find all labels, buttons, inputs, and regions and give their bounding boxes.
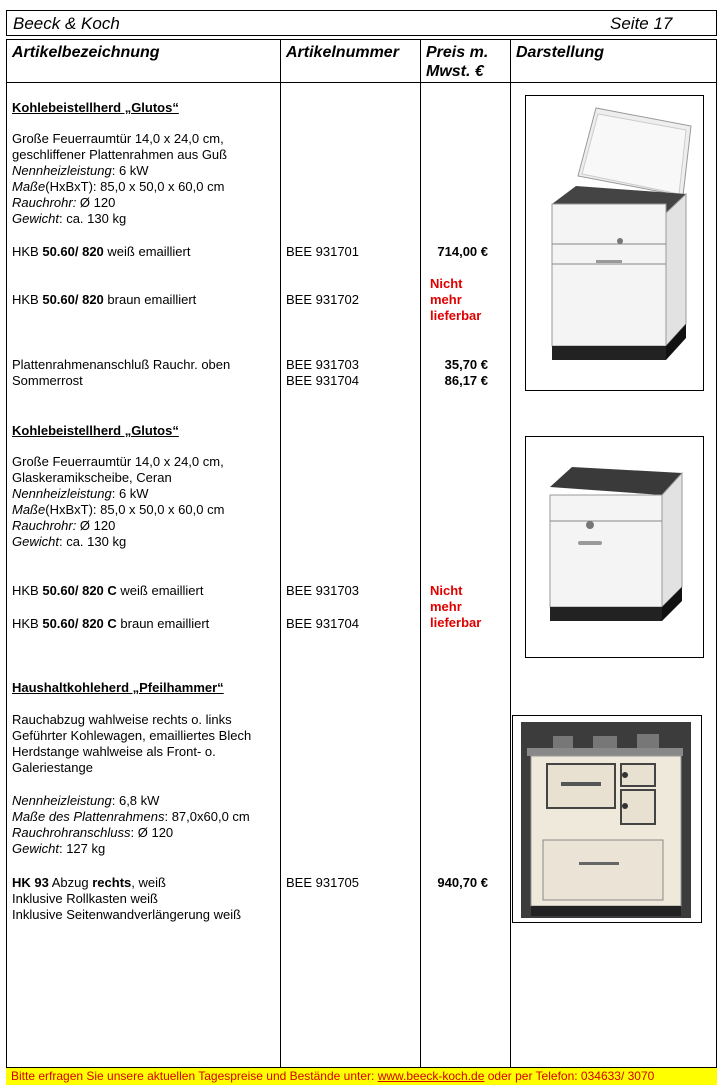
- item-number: BEE 931701: [286, 244, 360, 259]
- item-text: HKB: [12, 244, 43, 259]
- spec-frame: [12, 809, 250, 825]
- page-header: [6, 10, 717, 36]
- not-available-label: [430, 276, 481, 324]
- col-header-price-line1: Preis m.: [426, 44, 489, 61]
- spec-power: [12, 793, 159, 809]
- not-available-line: lieferbar: [430, 615, 482, 630]
- column-divider: [280, 40, 281, 1067]
- not-available-line: mehr: [430, 292, 462, 307]
- footer-notice: [6, 1068, 717, 1085]
- spec-label: Gewicht: [12, 211, 59, 226]
- spec-label: Nennheizleistung: [12, 163, 112, 178]
- item-model: 50.60/ 820: [42, 292, 104, 307]
- col-header-number: Artikelnummer: [286, 44, 399, 61]
- spec-size: [12, 179, 224, 195]
- spec-power: [12, 163, 149, 179]
- item-text: HKB: [12, 292, 43, 307]
- item-text: HKB: [12, 583, 43, 598]
- item-text: HKB: [12, 616, 43, 631]
- col-header-price: [426, 43, 488, 81]
- spec-label: Maße: [12, 502, 46, 517]
- spec-size: [12, 502, 224, 518]
- item-option: rechts: [92, 875, 132, 890]
- stove-image-glutos-1: [525, 95, 704, 391]
- item-text: braun emailliert: [116, 616, 210, 631]
- col-header-name: Artikelbezeichnung: [12, 44, 160, 61]
- accessory-name: Sommerrost: [12, 373, 83, 388]
- item-name: [12, 583, 203, 599]
- item-name: [12, 244, 190, 260]
- section-title-glutos-1: Kohlebeistellherd „Glutos“: [12, 100, 179, 115]
- spec-value: : ca. 130 kg: [58, 534, 127, 549]
- column-divider: [420, 40, 421, 1067]
- item-name: [12, 292, 196, 308]
- spec-value: (HxBxT): 85,0 x 50,0 x 60,0 cm: [45, 179, 225, 194]
- spec-value: : 6 kW: [111, 163, 149, 178]
- accessory-price: 86,17 €: [444, 373, 488, 388]
- spec-weight: [12, 534, 126, 550]
- spec-value: : 6,8 kW: [111, 793, 160, 808]
- item-text: weiß emailliert: [116, 583, 204, 598]
- item-model: 50.60/ 820: [42, 244, 104, 259]
- accessory-number: BEE 931703: [286, 357, 360, 372]
- spec-pipe: [12, 195, 115, 211]
- section-title-pfeilhammer: Haushaltkohleherd „Pfeilhammer“: [12, 680, 224, 695]
- stove-image-pfeilhammer: [512, 715, 702, 923]
- spec-value: Ø 120: [76, 195, 116, 210]
- accessory-number: BEE 931704: [286, 373, 360, 388]
- section-title-glutos-2: Kohlebeistellherd „Glutos“: [12, 423, 179, 438]
- item-includes: Inklusive Seitenwandverlängerung weiß: [12, 907, 242, 922]
- company-name: Beeck & Koch: [13, 14, 120, 33]
- accessory-name: Plattenrahmenanschluß Rauchr. oben: [12, 357, 231, 372]
- col-header-image: Darstellung: [516, 44, 605, 61]
- item-number: BEE 931705: [286, 875, 360, 890]
- item-text: weiß emailliert: [103, 244, 191, 259]
- spec-label: Nennheizleistung: [12, 793, 112, 808]
- page-number: Seite 17: [610, 14, 673, 33]
- product-description: Große Feuerraumtür 14,0 x 24,0 cm,: [12, 131, 224, 146]
- product-description: geschliffener Plattenrahmen aus Guß: [12, 147, 228, 162]
- column-divider: [510, 40, 511, 1067]
- product-table: [6, 39, 717, 1068]
- stove-illustration: [526, 437, 703, 657]
- item-name: [12, 616, 209, 632]
- stove-illustration: [526, 96, 703, 390]
- spec-pipe: [12, 825, 173, 841]
- spec-label: Gewicht: [12, 841, 59, 856]
- spec-label: Nennheizleistung: [12, 486, 112, 501]
- item-text: braun emailliert: [103, 292, 197, 307]
- spec-value: : 127 kg: [58, 841, 106, 856]
- not-available-label: [430, 583, 481, 631]
- spec-label: Rauchrohr:: [12, 518, 77, 533]
- product-description: Geführter Kohlewagen, emailliertes Blech: [12, 728, 252, 743]
- item-number: BEE 931703: [286, 583, 360, 598]
- spec-label: Rauchrohranschluss: [12, 825, 131, 840]
- not-available-line: lieferbar: [430, 308, 482, 323]
- item-text: Abzug: [48, 875, 93, 890]
- item-text: , weiß: [131, 875, 166, 890]
- spec-pipe: [12, 518, 115, 534]
- stove-image-glutos-2: [525, 436, 704, 658]
- not-available-line: Nicht: [430, 276, 463, 291]
- item-model: 50.60/ 820 C: [42, 583, 117, 598]
- item-model: HK 93: [12, 875, 49, 890]
- product-description: Große Feuerraumtür 14,0 x 24,0 cm,: [12, 454, 224, 469]
- spec-weight: [12, 841, 105, 857]
- footer-text: Bitte erfragen Sie unsere aktuellen Tagespreise und Bestände unter:: [11, 1069, 378, 1083]
- spec-label: Gewicht: [12, 534, 59, 549]
- spec-label: Maße des Plattenrahmens: [12, 809, 165, 824]
- not-available-line: mehr: [430, 599, 462, 614]
- spec-value: (HxBxT): 85,0 x 50,0 x 60,0 cm: [45, 502, 225, 517]
- spec-value: : 87,0x60,0 cm: [164, 809, 250, 824]
- accessory-price: 35,70 €: [444, 357, 488, 372]
- spec-value: Ø 120: [76, 518, 116, 533]
- website-link[interactable]: www.beeck-koch.de: [377, 1069, 485, 1083]
- item-number: BEE 931704: [286, 616, 360, 631]
- not-available-line: Nicht: [430, 583, 463, 598]
- stove-illustration: [513, 716, 701, 922]
- item-price: 940,70 €: [437, 875, 488, 890]
- spec-value: : Ø 120: [130, 825, 174, 840]
- item-number: BEE 931702: [286, 292, 360, 307]
- spec-label: Maße: [12, 179, 46, 194]
- spec-value: : ca. 130 kg: [58, 211, 127, 226]
- item-price: 714,00 €: [437, 244, 488, 259]
- product-description: Rauchabzug wahlweise rechts o. links: [12, 712, 232, 727]
- item-name: [12, 875, 166, 891]
- spec-power: [12, 486, 149, 502]
- item-model: 50.60/ 820 C: [42, 616, 117, 631]
- spec-value: : 6 kW: [111, 486, 149, 501]
- product-description: Herdstange wahlweise als Front- o.: [12, 744, 216, 759]
- footer-text: oder per Telefon: 034633/ 3070: [484, 1069, 655, 1083]
- spec-label: Rauchrohr:: [12, 195, 77, 210]
- product-description: Galeriestange: [12, 760, 93, 775]
- header-divider: [7, 82, 716, 83]
- col-header-price-line2: Mwst. €: [426, 63, 484, 80]
- product-description: Glaskeramikscheibe, Ceran: [12, 470, 172, 485]
- item-includes: Inklusive Rollkasten weiß: [12, 891, 158, 906]
- spec-weight: [12, 211, 126, 227]
